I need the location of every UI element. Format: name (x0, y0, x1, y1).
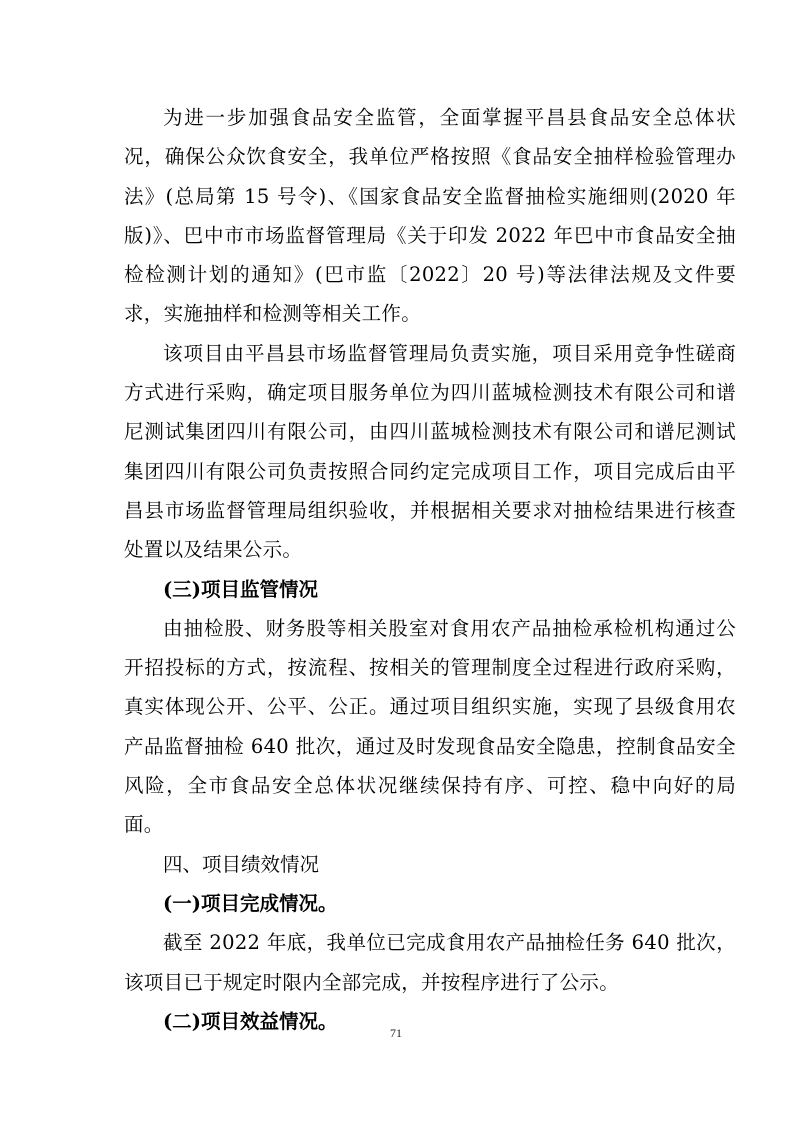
heading-supervision: (三)项目监管情况 (163, 577, 318, 601)
paragraph-implementation: 该项目由平昌县市场监督管理局负责实施，项目采用竞争性磋商方式进行采购，确定项目服务单位为四川蓝城检测技术有限公司和谱尼测试集团四川有限公司，由四川蓝城检测技术有限公司和谱尼测试集团四川有限公司负责按照合同约定完成项目工作，项目完成后由平昌县市场监督管理局组织验收，并根据相关要求对抽检结果进行核查处置以及结果公示。 (124, 341, 736, 562)
heading-performance: 四、项目绩效情况 (163, 852, 320, 876)
page-number: 71 (390, 1026, 402, 1040)
paragraph-supervision: 由抽检股、财务股等相关股室对食用农产品抽检承检机构通过公开招投标的方式，按流程、按相关的管理制度全过程进行政府采购，真实体现公开、公平、公正。通过项目组织实施，实现了县级食用农产品监督抽检 640 批次，通过及时发现食品安全隐患，控制食品安全风险，全市食品安全总体状况继续保持有序、可控、稳中向好的局面。 (124, 616, 736, 837)
paragraph-background: 为进一步加强食品安全监管，全面掌握平昌县食品安全总体状况，确保公众饮食安全，我单位严格按照《食品安全抽样检验管理办法》(总局第 15 号令)、《国家食品安全监督抽检实施细则(2020 年版)》、巴中市市场监督管理局《关于印发 2022 年巴中市食品安全抽检检测计划的通知》(巴市监〔2022〕20 号)等法律法规及文件要求，实施抽样和检测等相关工作。 (124, 106, 736, 326)
paragraph-completion: 截至 2022 年底，我单位已完成食用农产品抽检任务 640 批次，该项目已于规定时限内全部完成，并按程序进行了公示。 (124, 931, 736, 994)
heading-completion: (一)项目完成情况。 (163, 891, 338, 915)
document-body (124, 98, 736, 1041)
heading-benefit: (二)项目效益情况。 (163, 1009, 338, 1033)
